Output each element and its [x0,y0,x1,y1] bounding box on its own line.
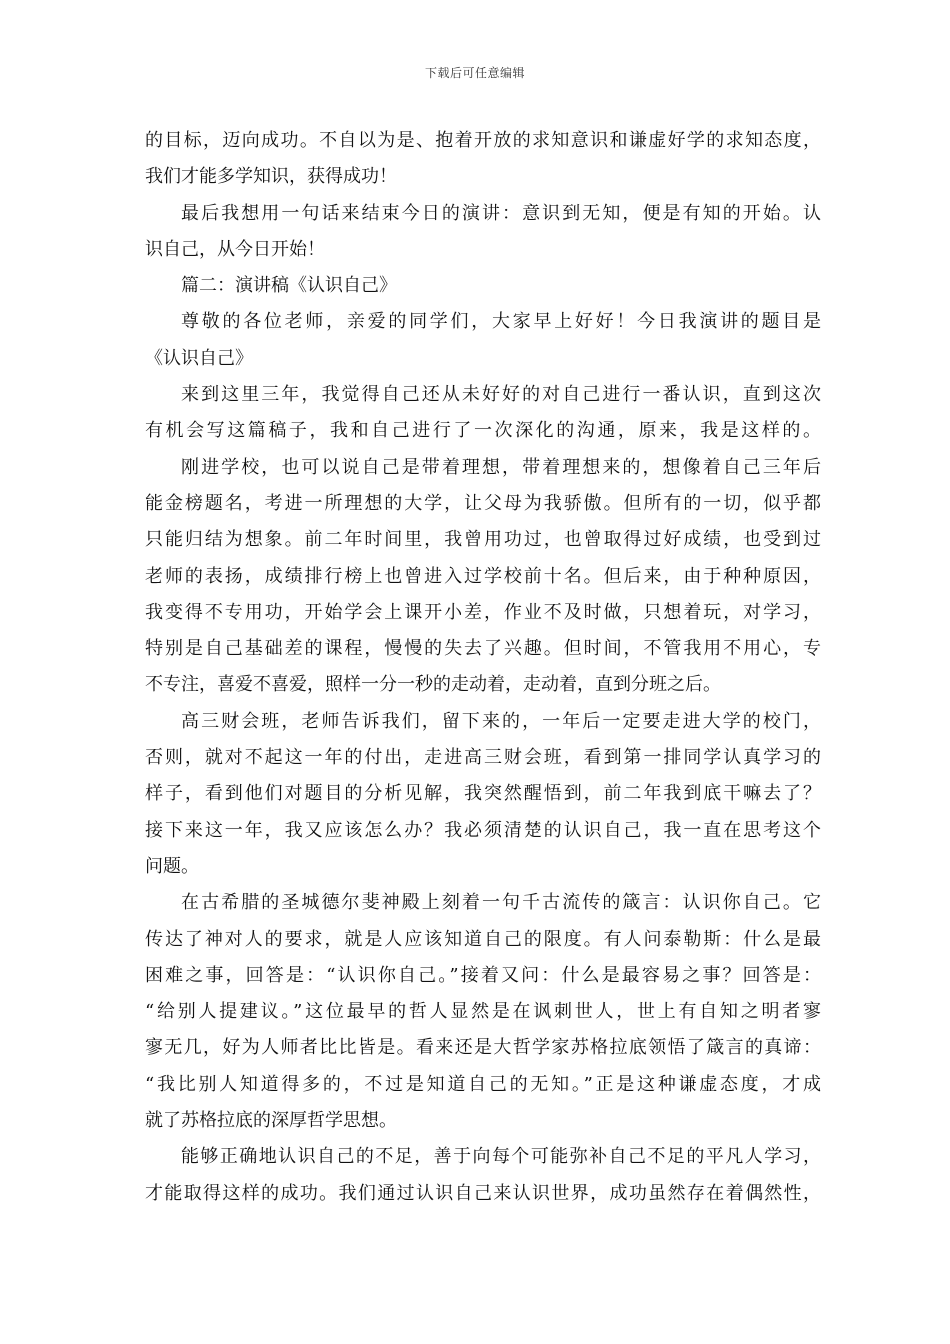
text-line: 寥无几，好为人师者比比皆是。看来还是大哲学家苏格拉底领悟了箴言的真谛： [145,1037,821,1059]
text-line: 困难之事，回答是：“认识你自己。”接着又问：什么是最容易之事？回答是： [145,964,821,986]
text-line: 尊敬的各位老师，亲爱的同学们，大家早上好好！今日我演讲的题目是 [181,311,821,333]
page-header: 下载后可任意编辑 [424,66,525,80]
text-line: 识自己，从今日开始！ [145,238,325,260]
text-line: “给别人提建议。”这位最早的哲人显然是在讽刺世人，世上有自知之明者寥 [145,1001,821,1023]
text-line: 有机会写这篇稿子，我和自己进行了一次深化的沟通，原来，我是这样的。 [145,420,821,442]
text-line: 就了苏格拉底的深厚哲学思想。 [145,1110,397,1132]
text-line: 问题。 [145,855,199,877]
text-line: 能够正确地认识自己的不足，善于向每个可能弥补自己不足的平凡人学习， [181,1146,821,1168]
text-line: 不专注，喜爱不喜爱，照样一分一秒的走动着，走动着，直到分班之后。 [145,674,721,696]
document-body [145,123,821,1212]
text-line: 篇二：演讲稿《认识自己》 [181,275,397,297]
text-line: 我变得不专用功，开始学会上课开小差，作业不及时做，只想着玩，对学习， [145,601,821,623]
text-line: 接下来这一年，我又应该怎么办？我必须清楚的认识自己，我一直在思考这个 [145,819,821,841]
text-line: 的目标，迈向成功。不自以为是、抱着开放的求知意识和谦虚好学的求知态度， [145,130,821,151]
text-line: 我们才能多学知识，获得成功！ [145,166,397,188]
text-line: 才能取得这样的成功。我们通过认识自己来认识世界，成功虽然存在着偶然性， [145,1182,821,1204]
text-line: 高三财会班，老师告诉我们，留下来的，一年后一定要走进大学的校门， [181,710,821,732]
text-line: 否则，就对不起这一年的付出，走进高三财会班，看到第一排同学认真学习的 [145,747,821,769]
text-line: 《认识自己》 [145,347,253,369]
text-line: 传达了神对人的要求，就是人应该知道自己的限度。有人问泰勒斯：什么是最 [145,928,821,950]
text-line: “我比别人知道得多的，不过是知道自己的无知。”正是这种谦虚态度，才成 [145,1073,821,1095]
text-line: 只能归结为想象。前二年时间里，我曾用功过，也曾取得过好成绩，也受到过 [145,529,821,551]
text-line: 在古希腊的圣城德尔斐神殿上刻着一句千古流传的箴言：认识你自己。它 [181,892,821,914]
text-line: 老师的表扬，成绩排行榜上也曾进入过学校前十名。但后来，由于种种原因， [145,565,821,587]
text-line: 样子，看到他们对题目的分析见解，我突然醒悟到，前二年我到底干嘛去了？ [145,783,821,805]
text-line: 刚进学校，也可以说自己是带着理想，带着理想来的，想像着自己三年后 [181,456,821,478]
text-line: 最后我想用一句话来结束今日的演讲：意识到无知，便是有知的开始。认 [181,202,821,224]
text-line: 能金榜题名，考进一所理想的大学，让父母为我骄傲。但所有的一切，似乎都 [145,492,821,514]
text-line: 来到这里三年，我觉得自己还从未好好的对自己进行一番认识，直到这次 [181,384,821,406]
text-line: 特别是自己基础差的课程，慢慢的失去了兴趣。但时间，不管我用不用心，专 [145,638,821,660]
